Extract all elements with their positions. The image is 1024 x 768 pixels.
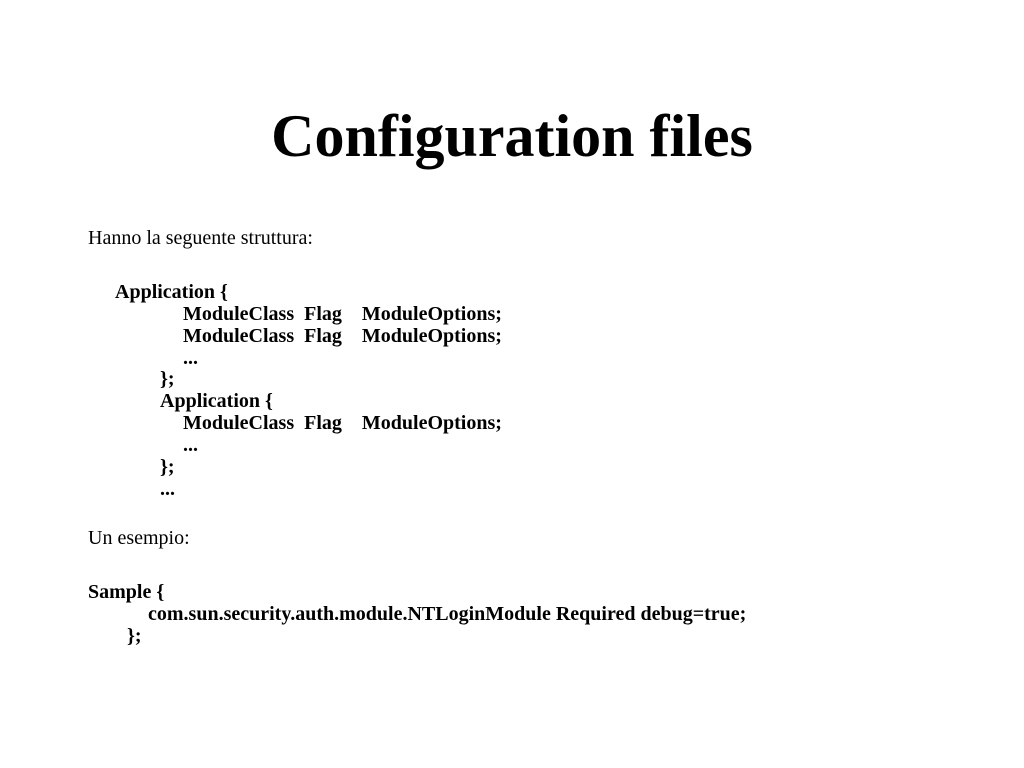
code-app2-close: };: [160, 456, 175, 478]
code-app1-line: ...: [183, 347, 198, 369]
code-app2-open: Application {: [160, 390, 273, 412]
code-app1-line: ModuleClass Flag ModuleOptions;: [183, 303, 502, 325]
example-open: Sample {: [88, 581, 165, 603]
code-app2-line: ...: [183, 434, 198, 456]
intro-text: Hanno la seguente struttura:: [88, 227, 313, 249]
code-ellipsis: ...: [160, 478, 175, 500]
code-app1-open: Application {: [115, 281, 228, 303]
example-label: Un esempio:: [88, 527, 190, 549]
example-line: com.sun.security.auth.module.NTLoginModule Required debug=true;: [148, 603, 747, 625]
slide-title: Configuration files: [271, 103, 753, 169]
example-close: };: [127, 625, 142, 647]
code-app2-line: ModuleClass Flag ModuleOptions;: [183, 412, 502, 434]
code-app1-line: ModuleClass Flag ModuleOptions;: [183, 325, 502, 347]
code-app1-close: };: [160, 368, 175, 390]
